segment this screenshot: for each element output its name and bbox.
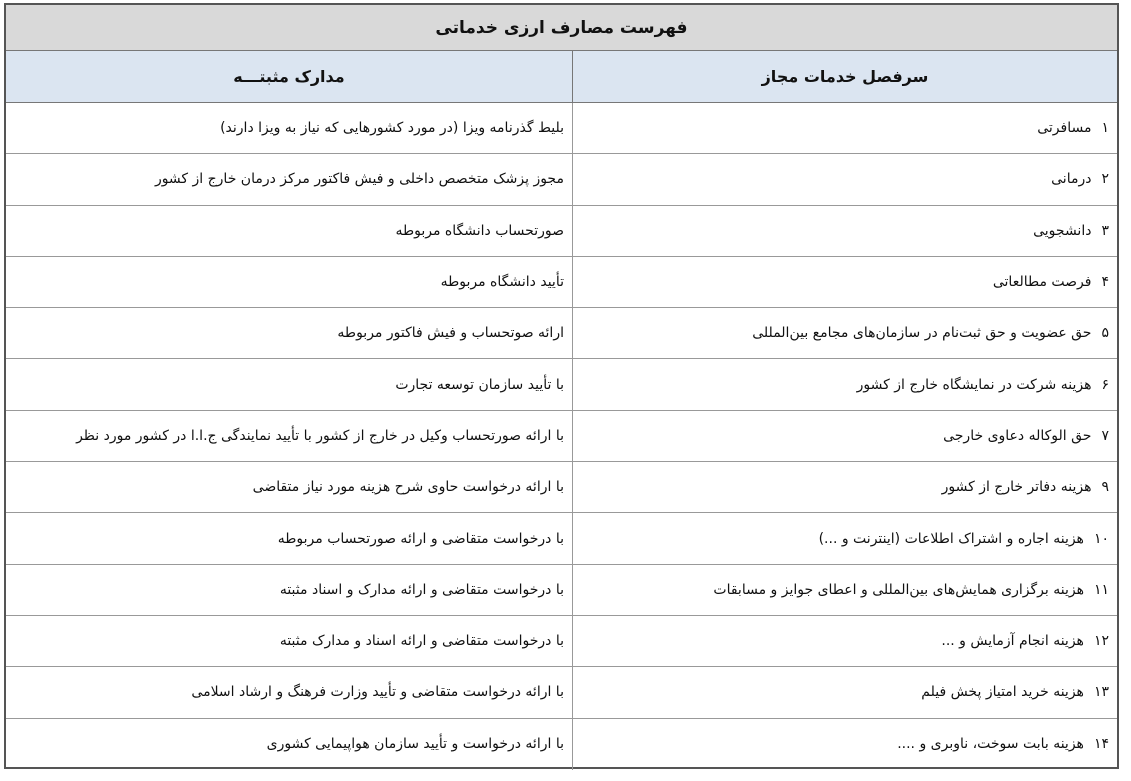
service-cell [572, 257, 1117, 307]
documents-cell: مجوز پزشک متخصص داخلی و فیش فاکتور مرکز درمان خارج از کشور [154, 171, 564, 188]
service-label: هزینه برگزاری همایش‌های بین‌المللی و اعطای جوایز و مسابقات [713, 581, 1084, 598]
service-cell [572, 513, 1117, 563]
row-number: ۱۲ [1093, 633, 1109, 650]
service-cell [572, 103, 1117, 153]
table-row [6, 462, 1117, 513]
table-row [6, 513, 1117, 564]
service-cell [572, 308, 1117, 358]
service-cell [572, 667, 1117, 717]
row-number: ۶ [1101, 376, 1109, 393]
table-body [6, 103, 1117, 770]
table-row [6, 719, 1117, 770]
table-row [6, 565, 1117, 616]
service-label: حق الوکاله دعاوی خارجی [943, 427, 1092, 444]
service-cell [572, 411, 1117, 461]
table-title-row [6, 5, 1117, 51]
row-number: ۱۴ [1093, 736, 1109, 753]
service-label: حق عضویت و حق ثبت‌نام در سازمان‌های مجامع بین‌المللی [752, 325, 1092, 342]
documents-cell: با ارائه صورتحساب وکیل در خارج از کشور با تأیید نمایندگی ج.ا.ا در کشور مورد نظر [76, 427, 564, 444]
table-row [6, 257, 1117, 308]
row-number: ۷ [1101, 427, 1109, 444]
header-service: سرفصل خدمات مجاز [572, 51, 1117, 102]
table-row [6, 616, 1117, 667]
documents-cell: با ارائه درخواست متقاضی و تأیید وزارت فرهنگ و ارشاد اسلامی [191, 684, 564, 701]
table-title: فهرست مصارف ارزی خدماتی [435, 17, 688, 38]
header-documents: مدارک مثبتـــه [233, 67, 345, 86]
row-number: ۵ [1101, 325, 1109, 342]
documents-cell: تأیید دانشگاه مربوطه [440, 274, 564, 291]
table-row [6, 206, 1117, 257]
documents-cell: با ارائه درخواست حاوی شرح هزینه مورد نیاز متقاضی [252, 479, 564, 496]
service-cell [572, 616, 1117, 666]
documents-cell: با تأیید سازمان توسعه تجارت [395, 376, 564, 393]
row-number: ۴ [1101, 274, 1109, 291]
documents-cell: با ارائه درخواست و تأیید سازمان هواپیمایی کشوری [266, 736, 564, 753]
service-cell [572, 154, 1117, 204]
service-label: هزینه دفاتر خارج از کشور [941, 479, 1092, 496]
documents-cell: با درخواست متقاضی و ارائه مدارک و اسناد مثبته [279, 581, 564, 598]
documents-cell: بلیط گذرنامه ویزا (در مورد کشورهایی که نیاز به ویزا دارند) [220, 120, 564, 137]
service-label: فرصت مطالعاتی [992, 274, 1092, 291]
documents-cell: با درخواست متقاضی و ارائه صورتحساب مربوطه [277, 530, 564, 547]
service-label: دانشجویی [1033, 222, 1092, 239]
service-label: درمانی [1051, 171, 1092, 188]
service-cell [572, 719, 1117, 770]
documents-cell: ارائه صوتحساب و فیش فاکتور مربوطه [337, 325, 564, 342]
table-row [6, 667, 1117, 718]
service-cell [572, 565, 1117, 615]
service-cell [572, 462, 1117, 512]
service-label: هزینه خرید امتیاز پخش فیلم [921, 684, 1084, 701]
service-label: هزینه اجاره و اشتراک اطلاعات (اینترنت و ...) [818, 530, 1084, 547]
row-number: ۱۱ [1093, 581, 1109, 598]
service-cell [572, 359, 1117, 409]
row-number: ۱۳ [1093, 684, 1109, 701]
row-number: ۱۰ [1093, 530, 1109, 547]
table-row [6, 359, 1117, 410]
row-number: ۹ [1101, 479, 1109, 496]
documents-cell: صورتحساب دانشگاه مربوطه [395, 222, 564, 239]
row-number: ۲ [1101, 171, 1109, 188]
row-number: ۳ [1101, 222, 1109, 239]
service-label: هزینه شرکت در نمایشگاه خارج از کشور [856, 376, 1092, 393]
service-cell [572, 206, 1117, 256]
row-number: ۱ [1101, 120, 1109, 137]
table-row [6, 103, 1117, 154]
service-label: مسافرتی [1037, 120, 1092, 137]
service-label: هزینه انجام آزمایش و ... [941, 633, 1084, 650]
service-label: هزینه بابت سوخت، ناوبری و .... [897, 736, 1084, 753]
table-row [6, 308, 1117, 359]
table-row [6, 154, 1117, 205]
table-row [6, 411, 1117, 462]
table-header-row [6, 51, 1117, 103]
documents-cell: با درخواست متقاضی و ارائه اسناد و مدارک مثبته [279, 633, 564, 650]
expense-table [4, 3, 1119, 769]
